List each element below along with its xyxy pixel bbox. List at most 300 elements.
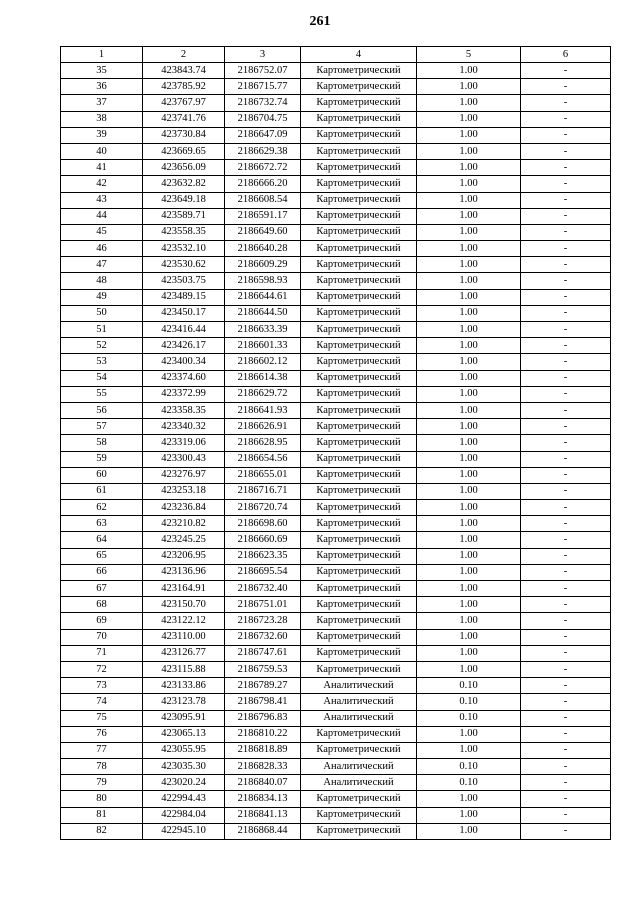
method-cell: Картометрический (301, 370, 417, 386)
method-cell: Картометрический (301, 160, 417, 176)
y-coordinate-cell: 2186723.28 (225, 613, 301, 629)
y-coordinate-cell: 2186796.83 (225, 710, 301, 726)
table-row (61, 273, 611, 289)
x-coordinate-cell: 423206.95 (143, 548, 225, 564)
note-cell: - (521, 111, 611, 127)
accuracy-cell: 1.00 (417, 338, 521, 354)
x-coordinate-cell: 423164.91 (143, 581, 225, 597)
point-number-cell: 55 (61, 386, 143, 402)
method-cell: Картометрический (301, 451, 417, 467)
x-coordinate-cell: 423530.62 (143, 257, 225, 273)
note-cell: - (521, 726, 611, 742)
table-row (61, 467, 611, 483)
method-cell: Картометрический (301, 581, 417, 597)
note-cell: - (521, 791, 611, 807)
table-row (61, 322, 611, 338)
note-cell: - (521, 63, 611, 79)
method-cell: Картометрический (301, 467, 417, 483)
accuracy-cell: 1.00 (417, 597, 521, 613)
accuracy-cell: 1.00 (417, 548, 521, 564)
accuracy-cell: 1.00 (417, 208, 521, 224)
method-cell: Картометрический (301, 257, 417, 273)
point-number-cell: 64 (61, 532, 143, 548)
method-cell: Картометрический (301, 823, 417, 839)
table-row (61, 759, 611, 775)
y-coordinate-cell: 2186759.53 (225, 661, 301, 677)
point-number-cell: 45 (61, 224, 143, 240)
note-cell: - (521, 435, 611, 451)
accuracy-cell: 1.00 (417, 807, 521, 823)
y-coordinate-cell: 2186716.71 (225, 483, 301, 499)
y-coordinate-cell: 2186868.44 (225, 823, 301, 839)
accuracy-cell: 1.00 (417, 645, 521, 661)
accuracy-cell: 0.10 (417, 678, 521, 694)
y-coordinate-cell: 2186633.39 (225, 322, 301, 338)
accuracy-cell: 1.00 (417, 402, 521, 418)
note-cell: - (521, 775, 611, 791)
point-number-cell: 62 (61, 500, 143, 516)
point-number-cell: 61 (61, 483, 143, 499)
point-number-cell: 59 (61, 451, 143, 467)
table-row (61, 305, 611, 321)
point-number-cell: 78 (61, 759, 143, 775)
y-coordinate-cell: 2186818.89 (225, 742, 301, 758)
table-row (61, 289, 611, 305)
accuracy-cell: 1.00 (417, 581, 521, 597)
note-cell: - (521, 759, 611, 775)
point-number-cell: 50 (61, 305, 143, 321)
column-header-2: 2 (143, 47, 225, 63)
y-coordinate-cell: 2186828.33 (225, 759, 301, 775)
x-coordinate-cell: 423649.18 (143, 192, 225, 208)
method-cell: Картометрический (301, 402, 417, 418)
x-coordinate-cell: 423236.84 (143, 500, 225, 516)
x-coordinate-cell: 423276.97 (143, 467, 225, 483)
x-coordinate-cell: 423245.25 (143, 532, 225, 548)
method-cell: Картометрический (301, 224, 417, 240)
note-cell: - (521, 143, 611, 159)
y-coordinate-cell: 2186609.29 (225, 257, 301, 273)
point-number-cell: 74 (61, 694, 143, 710)
method-cell: Аналитический (301, 710, 417, 726)
note-cell: - (521, 79, 611, 95)
x-coordinate-cell: 423503.75 (143, 273, 225, 289)
table-row (61, 257, 611, 273)
x-coordinate-cell: 423300.43 (143, 451, 225, 467)
x-coordinate-cell: 423656.09 (143, 160, 225, 176)
column-header-1: 1 (61, 47, 143, 63)
x-coordinate-cell: 423558.35 (143, 224, 225, 240)
table-row (61, 548, 611, 564)
x-coordinate-cell: 423374.60 (143, 370, 225, 386)
method-cell: Аналитический (301, 678, 417, 694)
x-coordinate-cell: 423319.06 (143, 435, 225, 451)
y-coordinate-cell: 2186834.13 (225, 791, 301, 807)
accuracy-cell: 1.00 (417, 483, 521, 499)
column-header-4: 4 (301, 47, 417, 63)
x-coordinate-cell: 423055.95 (143, 742, 225, 758)
table-row (61, 143, 611, 159)
y-coordinate-cell: 2186732.74 (225, 95, 301, 111)
accuracy-cell: 1.00 (417, 742, 521, 758)
y-coordinate-cell: 2186640.28 (225, 241, 301, 257)
accuracy-cell: 1.00 (417, 564, 521, 580)
note-cell: - (521, 354, 611, 370)
method-cell: Картометрический (301, 289, 417, 305)
y-coordinate-cell: 2186798.41 (225, 694, 301, 710)
method-cell: Картометрический (301, 661, 417, 677)
note-cell: - (521, 564, 611, 580)
accuracy-cell: 1.00 (417, 143, 521, 159)
accuracy-cell: 1.00 (417, 127, 521, 143)
point-number-cell: 81 (61, 807, 143, 823)
x-coordinate-cell: 423730.84 (143, 127, 225, 143)
table-row (61, 192, 611, 208)
x-coordinate-cell: 423426.17 (143, 338, 225, 354)
table-row (61, 791, 611, 807)
column-header-5: 5 (417, 47, 521, 63)
point-number-cell: 73 (61, 678, 143, 694)
method-cell: Картометрический (301, 532, 417, 548)
y-coordinate-cell: 2186752.07 (225, 63, 301, 79)
accuracy-cell: 1.00 (417, 629, 521, 645)
point-number-cell: 46 (61, 241, 143, 257)
accuracy-cell: 1.00 (417, 95, 521, 111)
point-number-cell: 77 (61, 742, 143, 758)
point-number-cell: 79 (61, 775, 143, 791)
accuracy-cell: 1.00 (417, 224, 521, 240)
note-cell: - (521, 500, 611, 516)
x-coordinate-cell: 423400.34 (143, 354, 225, 370)
table-row (61, 775, 611, 791)
x-coordinate-cell: 423767.97 (143, 95, 225, 111)
y-coordinate-cell: 2186704.75 (225, 111, 301, 127)
note-cell: - (521, 386, 611, 402)
note-cell: - (521, 95, 611, 111)
table-row (61, 176, 611, 192)
accuracy-cell: 1.00 (417, 322, 521, 338)
note-cell: - (521, 629, 611, 645)
accuracy-cell: 1.00 (417, 305, 521, 321)
y-coordinate-cell: 2186751.01 (225, 597, 301, 613)
point-number-cell: 49 (61, 289, 143, 305)
table-row (61, 597, 611, 613)
note-cell: - (521, 678, 611, 694)
point-number-cell: 80 (61, 791, 143, 807)
y-coordinate-cell: 2186601.33 (225, 338, 301, 354)
table-row (61, 402, 611, 418)
accuracy-cell: 1.00 (417, 257, 521, 273)
method-cell: Картометрический (301, 176, 417, 192)
note-cell: - (521, 192, 611, 208)
point-number-cell: 65 (61, 548, 143, 564)
note-cell: - (521, 241, 611, 257)
method-cell: Картометрический (301, 629, 417, 645)
y-coordinate-cell: 2186608.54 (225, 192, 301, 208)
method-cell: Картометрический (301, 564, 417, 580)
accuracy-cell: 1.00 (417, 370, 521, 386)
y-coordinate-cell: 2186602.12 (225, 354, 301, 370)
note-cell: - (521, 548, 611, 564)
y-coordinate-cell: 2186672.72 (225, 160, 301, 176)
method-cell: Картометрический (301, 322, 417, 338)
accuracy-cell: 1.00 (417, 516, 521, 532)
method-cell: Картометрический (301, 807, 417, 823)
accuracy-cell: 1.00 (417, 419, 521, 435)
method-cell: Аналитический (301, 694, 417, 710)
note-cell: - (521, 597, 611, 613)
x-coordinate-cell: 423372.99 (143, 386, 225, 402)
x-coordinate-cell: 423632.82 (143, 176, 225, 192)
point-number-cell: 60 (61, 467, 143, 483)
note-cell: - (521, 694, 611, 710)
y-coordinate-cell: 2186810.22 (225, 726, 301, 742)
y-coordinate-cell: 2186641.93 (225, 402, 301, 418)
note-cell: - (521, 742, 611, 758)
table-row (61, 581, 611, 597)
accuracy-cell: 1.00 (417, 192, 521, 208)
method-cell: Картометрический (301, 354, 417, 370)
x-coordinate-cell: 423126.77 (143, 645, 225, 661)
y-coordinate-cell: 2186614.38 (225, 370, 301, 386)
note-cell: - (521, 532, 611, 548)
y-coordinate-cell: 2186666.20 (225, 176, 301, 192)
x-coordinate-cell: 423123.78 (143, 694, 225, 710)
note-cell: - (521, 581, 611, 597)
note-cell: - (521, 823, 611, 839)
note-cell: - (521, 483, 611, 499)
method-cell: Картометрический (301, 305, 417, 321)
note-cell: - (521, 322, 611, 338)
x-coordinate-cell: 423122.12 (143, 613, 225, 629)
accuracy-cell: 1.00 (417, 176, 521, 192)
accuracy-cell: 1.00 (417, 726, 521, 742)
table-row (61, 645, 611, 661)
point-number-cell: 66 (61, 564, 143, 580)
method-cell: Картометрический (301, 548, 417, 564)
y-coordinate-cell: 2186649.60 (225, 224, 301, 240)
table-row (61, 79, 611, 95)
accuracy-cell: 1.00 (417, 661, 521, 677)
point-number-cell: 35 (61, 63, 143, 79)
method-cell: Картометрический (301, 742, 417, 758)
accuracy-cell: 0.10 (417, 775, 521, 791)
accuracy-cell: 0.10 (417, 710, 521, 726)
note-cell: - (521, 402, 611, 418)
x-coordinate-cell: 423133.86 (143, 678, 225, 694)
table-row (61, 613, 611, 629)
y-coordinate-cell: 2186698.60 (225, 516, 301, 532)
y-coordinate-cell: 2186720.74 (225, 500, 301, 516)
y-coordinate-cell: 2186628.95 (225, 435, 301, 451)
method-cell: Картометрический (301, 241, 417, 257)
x-coordinate-cell: 423210.82 (143, 516, 225, 532)
note-cell: - (521, 710, 611, 726)
table-row (61, 370, 611, 386)
accuracy-cell: 1.00 (417, 613, 521, 629)
method-cell: Картометрический (301, 208, 417, 224)
table-row (61, 500, 611, 516)
point-number-cell: 71 (61, 645, 143, 661)
point-number-cell: 56 (61, 402, 143, 418)
accuracy-cell: 1.00 (417, 289, 521, 305)
method-cell: Аналитический (301, 759, 417, 775)
accuracy-cell: 1.00 (417, 532, 521, 548)
accuracy-cell: 1.00 (417, 435, 521, 451)
x-coordinate-cell: 423741.76 (143, 111, 225, 127)
method-cell: Картометрический (301, 127, 417, 143)
point-number-cell: 58 (61, 435, 143, 451)
note-cell: - (521, 224, 611, 240)
method-cell: Картометрический (301, 516, 417, 532)
table-body (61, 63, 611, 840)
note-cell: - (521, 419, 611, 435)
point-number-cell: 52 (61, 338, 143, 354)
method-cell: Картометрический (301, 500, 417, 516)
note-cell: - (521, 127, 611, 143)
method-cell: Картометрический (301, 419, 417, 435)
y-coordinate-cell: 2186840.07 (225, 775, 301, 791)
point-number-cell: 67 (61, 581, 143, 597)
coordinates-table (60, 46, 611, 840)
point-number-cell: 47 (61, 257, 143, 273)
method-cell: Картометрический (301, 63, 417, 79)
y-coordinate-cell: 2186732.40 (225, 581, 301, 597)
table-row (61, 241, 611, 257)
point-number-cell: 69 (61, 613, 143, 629)
table-row (61, 742, 611, 758)
method-cell: Картометрический (301, 613, 417, 629)
point-number-cell: 72 (61, 661, 143, 677)
accuracy-cell: 1.00 (417, 791, 521, 807)
point-number-cell: 82 (61, 823, 143, 839)
accuracy-cell: 1.00 (417, 386, 521, 402)
x-coordinate-cell: 423532.10 (143, 241, 225, 257)
y-coordinate-cell: 2186655.01 (225, 467, 301, 483)
table-row (61, 435, 611, 451)
method-cell: Картометрический (301, 483, 417, 499)
point-number-cell: 54 (61, 370, 143, 386)
table-row (61, 224, 611, 240)
point-number-cell: 42 (61, 176, 143, 192)
note-cell: - (521, 645, 611, 661)
method-cell: Картометрический (301, 386, 417, 402)
x-coordinate-cell: 423115.88 (143, 661, 225, 677)
y-coordinate-cell: 2186747.61 (225, 645, 301, 661)
x-coordinate-cell: 422984.04 (143, 807, 225, 823)
table-row (61, 726, 611, 742)
point-number-cell: 43 (61, 192, 143, 208)
x-coordinate-cell: 423035.30 (143, 759, 225, 775)
method-cell: Картометрический (301, 338, 417, 354)
x-coordinate-cell: 423020.24 (143, 775, 225, 791)
y-coordinate-cell: 2186629.72 (225, 386, 301, 402)
point-number-cell: 76 (61, 726, 143, 742)
table-row (61, 208, 611, 224)
page-number: 261 (309, 14, 331, 29)
y-coordinate-cell: 2186660.69 (225, 532, 301, 548)
table-row (61, 678, 611, 694)
table-row (61, 516, 611, 532)
x-coordinate-cell: 423358.35 (143, 402, 225, 418)
point-number-cell: 63 (61, 516, 143, 532)
accuracy-cell: 1.00 (417, 823, 521, 839)
y-coordinate-cell: 2186715.77 (225, 79, 301, 95)
y-coordinate-cell: 2186647.09 (225, 127, 301, 143)
point-number-cell: 57 (61, 419, 143, 435)
y-coordinate-cell: 2186629.38 (225, 143, 301, 159)
method-cell: Картометрический (301, 645, 417, 661)
accuracy-cell: 0.10 (417, 759, 521, 775)
table-row (61, 532, 611, 548)
note-cell: - (521, 273, 611, 289)
method-cell: Картометрический (301, 791, 417, 807)
y-coordinate-cell: 2186789.27 (225, 678, 301, 694)
x-coordinate-cell: 423785.92 (143, 79, 225, 95)
x-coordinate-cell: 423150.70 (143, 597, 225, 613)
point-number-cell: 37 (61, 95, 143, 111)
note-cell: - (521, 370, 611, 386)
point-number-cell: 36 (61, 79, 143, 95)
table-row (61, 823, 611, 839)
y-coordinate-cell: 2186644.61 (225, 289, 301, 305)
point-number-cell: 39 (61, 127, 143, 143)
note-cell: - (521, 160, 611, 176)
header-row (61, 47, 611, 63)
y-coordinate-cell: 2186732.60 (225, 629, 301, 645)
method-cell: Картометрический (301, 143, 417, 159)
point-number-cell: 70 (61, 629, 143, 645)
point-number-cell: 48 (61, 273, 143, 289)
table-row (61, 807, 611, 823)
point-number-cell: 75 (61, 710, 143, 726)
point-number-cell: 51 (61, 322, 143, 338)
note-cell: - (521, 176, 611, 192)
accuracy-cell: 1.00 (417, 241, 521, 257)
y-coordinate-cell: 2186654.56 (225, 451, 301, 467)
accuracy-cell: 1.00 (417, 354, 521, 370)
y-coordinate-cell: 2186623.35 (225, 548, 301, 564)
x-coordinate-cell: 423110.00 (143, 629, 225, 645)
table-row (61, 127, 611, 143)
table-row (61, 386, 611, 402)
x-coordinate-cell: 423065.13 (143, 726, 225, 742)
x-coordinate-cell: 422994.43 (143, 791, 225, 807)
point-number-cell: 68 (61, 597, 143, 613)
x-coordinate-cell: 423095.91 (143, 710, 225, 726)
y-coordinate-cell: 2186591.17 (225, 208, 301, 224)
x-coordinate-cell: 423450.17 (143, 305, 225, 321)
point-number-cell: 53 (61, 354, 143, 370)
table-row (61, 63, 611, 79)
y-coordinate-cell: 2186644.50 (225, 305, 301, 321)
y-coordinate-cell: 2186841.13 (225, 807, 301, 823)
table-row (61, 451, 611, 467)
y-coordinate-cell: 2186626.91 (225, 419, 301, 435)
method-cell: Картометрический (301, 273, 417, 289)
method-cell: Аналитический (301, 775, 417, 791)
column-header-6: 6 (521, 47, 611, 63)
column-header-3: 3 (225, 47, 301, 63)
note-cell: - (521, 807, 611, 823)
note-cell: - (521, 305, 611, 321)
table-row (61, 95, 611, 111)
table-row (61, 483, 611, 499)
accuracy-cell: 0.10 (417, 694, 521, 710)
table-row (61, 629, 611, 645)
y-coordinate-cell: 2186598.93 (225, 273, 301, 289)
point-number-cell: 40 (61, 143, 143, 159)
